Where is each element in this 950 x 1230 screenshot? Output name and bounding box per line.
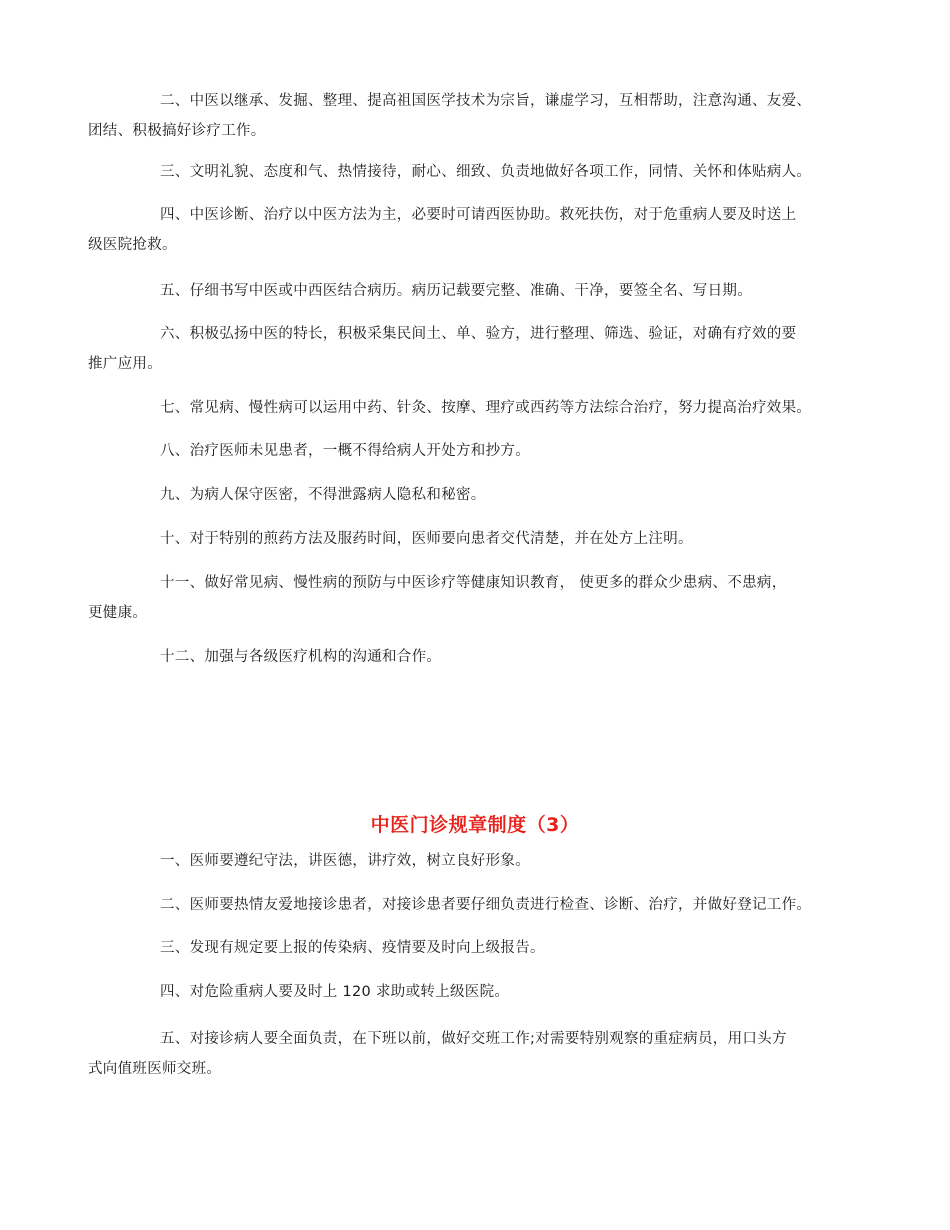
paragraph-line: 二、中医以继承、发掘、整理、提高祖国医学技术为宗旨，谦虚学习，互相帮助，注意沟通、友爱、 [160, 93, 812, 109]
paragraph-line: 式向值班医师交班。 [88, 1061, 222, 1077]
paragraph-line: 三、文明礼貌、态度和气、热情接待，耐心、细致、负责地做好各项工作，同情、关怀和体贴病人。 [160, 164, 812, 180]
rule-paragraph [88, 393, 878, 423]
rule-paragraph [88, 933, 878, 963]
paragraph-line: 十、对于特别的煎药方法及服药时间，医师要向患者交代清楚，并在处方上注明。 [160, 531, 693, 547]
rule-paragraph [88, 642, 878, 672]
paragraph-line: 六、积极弘扬中医的特长，积极采集民间土、单、验方，进行整理、筛选、验证，对确有疗效的要 [160, 326, 797, 342]
paragraph-line: 四、中医诊断、治疗以中医方法为主，必要时可请西医协助。救死扶伤，对于危重病人要及时送上 [160, 207, 797, 223]
paragraph-line: 五、仔细书写中医或中西医结合病历。病历记载要完整、准确、干净，要签全名、写日期。 [160, 283, 752, 299]
rule-paragraph [88, 319, 878, 379]
paragraph-line: 更健康。 [88, 605, 148, 621]
paragraph-line: 团结、积极搞好诊疗工作。 [88, 123, 266, 139]
paragraph-line: 二、医师要热情友爱地接诊患者，对接诊患者要仔细负责进行检查、诊断、治疗，并做好登记工作。 [160, 897, 812, 913]
rule-paragraph [88, 157, 878, 187]
paragraph-line: 九、为病人保守医密，不得泄露病人隐私和秘密。 [160, 487, 486, 503]
paragraph-line: 级医院抢救。 [88, 237, 177, 253]
rule-paragraph [88, 276, 878, 306]
paragraph-line: 推广应用。 [88, 356, 162, 372]
rule-paragraph [88, 524, 878, 554]
section-title: 中医门诊规章制度（3） [370, 814, 580, 836]
rule-paragraph [88, 480, 878, 510]
paragraph-line: 十一、做好常见病、慢性病的预防与中医诊疗等健康知识教育， 使更多的群众少患病、不患病， [160, 575, 787, 591]
rule-paragraph [88, 977, 878, 1007]
rule-paragraph [88, 890, 878, 920]
paragraph-line: 八、治疗医师未见患者，一概不得给病人开处方和抄方。 [160, 443, 530, 459]
paragraph-line: 一、医师要遵纪守法，讲医德，讲疗效，树立良好形象。 [160, 853, 530, 869]
paragraph-line: 四、对危险重病人要及时上 120 求助或转上级医院。 [160, 984, 510, 1000]
paragraph-line: 七、常见病、慢性病可以运用中药、针灸、按摩、理疗或西药等方法综合治疗，努力提高治疗效果。 [160, 400, 812, 416]
rule-paragraph [88, 568, 878, 628]
rule-paragraph [88, 200, 878, 260]
paragraph-line: 十二、加强与各级医疗机构的沟通和合作。 [160, 649, 442, 665]
rule-paragraph [88, 846, 878, 876]
rule-paragraph [88, 436, 878, 466]
paragraph-line: 三、发现有规定要上报的传染病、疫情要及时向上级报告。 [160, 940, 545, 956]
rule-paragraph [88, 1024, 878, 1084]
paragraph-line: 五、对接诊病人要全面负责，在下班以前，做好交班工作;对需要特别观察的重症病员，用口头方 [160, 1031, 787, 1047]
rule-paragraph [88, 86, 878, 146]
